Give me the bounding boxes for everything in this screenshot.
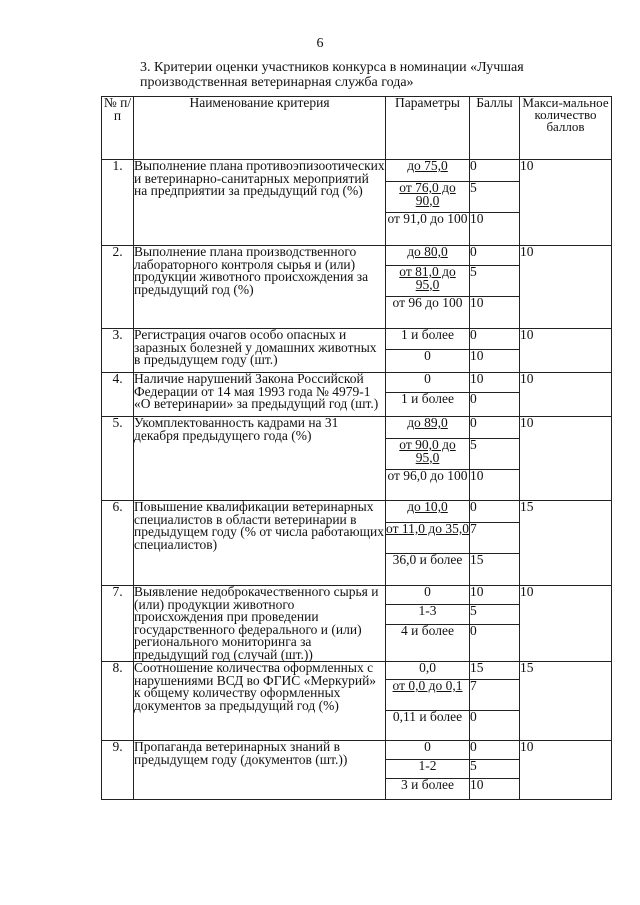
parameter-value: до 80,0 <box>386 246 470 266</box>
parameter-value: 3 и более <box>386 779 470 800</box>
parameter-value: от 76,0 до 90,0 <box>386 182 470 213</box>
parameter-value: 4 и более <box>386 625 470 662</box>
parameter-value: 36,0 и более <box>386 554 470 586</box>
parameter-value: от 0,0 до 0,1 <box>386 680 470 711</box>
criterion-name: Выполнение плана производственного лабораторного контроля сырья и (или) продукции животного происхождения за предыдущий год (%) <box>134 246 386 329</box>
max-score: 15 <box>520 501 612 586</box>
header-name: Наименование критерия <box>134 97 386 160</box>
max-score: 10 <box>520 417 612 501</box>
parameter-value: 0 <box>386 741 470 760</box>
max-score: 10 <box>520 741 612 800</box>
score-value: 5 <box>470 182 520 213</box>
score-value: 0 <box>470 160 520 182</box>
score-value: 7 <box>470 523 520 554</box>
table-row <box>102 373 612 393</box>
parameter-value: до 75,0 <box>386 160 470 182</box>
criterion-name: Регистрация очагов особо опасных и заразных болезней у домашних животных в предыдущем году (шт.) <box>134 329 386 373</box>
criterion-name: Укомплектованность кадрами на 31 декабря предыдущего года (%) <box>134 417 386 501</box>
row-number: 2. <box>102 246 134 329</box>
row-number: 4. <box>102 373 134 417</box>
header-max: Макси-мальное количество баллов <box>520 97 612 160</box>
header-params: Параметры <box>386 97 470 160</box>
criterion-name: Пропаганда ветеринарных знаний в предыдущем году (документов (шт.)) <box>134 741 386 800</box>
table-row <box>102 329 612 350</box>
score-value: 0 <box>470 625 520 662</box>
score-value: 10 <box>470 350 520 373</box>
score-value: 15 <box>470 554 520 586</box>
parameter-value: 0 <box>386 586 470 605</box>
score-value: 10 <box>470 373 520 393</box>
row-number: 9. <box>102 741 134 800</box>
max-score: 10 <box>520 246 612 329</box>
score-value: 0 <box>470 329 520 350</box>
parameter-value: 1 и более <box>386 393 470 417</box>
score-value: 7 <box>470 680 520 711</box>
page-number: 6 <box>316 36 324 51</box>
parameter-value: от 81,0 до 95,0 <box>386 266 470 297</box>
row-number: 1. <box>102 160 134 246</box>
score-value: 5 <box>470 266 520 297</box>
score-value: 10 <box>470 470 520 501</box>
parameter-value: 1 и более <box>386 329 470 350</box>
score-value: 0 <box>470 711 520 741</box>
max-score: 10 <box>520 160 612 246</box>
row-number: 6. <box>102 501 134 586</box>
parameter-value: от 96,0 до 100 <box>386 470 470 501</box>
parameter-value: 1-2 <box>386 760 470 779</box>
parameter-value: до 10,0 <box>386 501 470 523</box>
parameter-value: до 89,0 <box>386 417 470 439</box>
table-row <box>102 417 612 439</box>
max-score: 10 <box>520 329 612 373</box>
score-value: 5 <box>470 439 520 470</box>
parameter-value: от 91,0 до 100 <box>386 213 470 246</box>
score-value: 0 <box>470 417 520 439</box>
score-value: 10 <box>470 297 520 329</box>
parameter-value: 0 <box>386 373 470 393</box>
header-score: Баллы <box>470 97 520 160</box>
parameter-value: 1-3 <box>386 605 470 625</box>
score-value: 5 <box>470 605 520 625</box>
row-number: 8. <box>102 662 134 741</box>
row-number: 7. <box>102 586 134 662</box>
score-value: 0 <box>470 246 520 266</box>
max-score: 10 <box>520 586 612 662</box>
score-value: 5 <box>470 760 520 779</box>
max-score: 10 <box>520 373 612 417</box>
table-row <box>102 501 612 523</box>
score-value: 0 <box>470 393 520 417</box>
parameter-value: от 90,0 до 95,0 <box>386 439 470 470</box>
table-row <box>102 741 612 760</box>
parameter-value: 0,0 <box>386 662 470 680</box>
score-value: 15 <box>470 662 520 680</box>
parameter-value: 0 <box>386 350 470 373</box>
score-value: 10 <box>470 213 520 246</box>
row-number: 5. <box>102 417 134 501</box>
max-score: 15 <box>520 662 612 741</box>
parameter-value: 0,11 и более <box>386 711 470 741</box>
criterion-name: Наличие нарушений Закона Российской Федерации от 14 мая 1993 года № 4979-1 «О ветеринарии» за предыдущий год (шт.) <box>134 373 386 417</box>
table-row <box>102 662 612 680</box>
criterion-name: Соотношение количества оформленных с нарушениями ВСД во ФГИС «Меркурий» к общему количеству оформленных документов за предыдущий год (%) <box>134 662 386 741</box>
criterion-name: Выявление недоброкачественного сырья и (или) продукции животного происхождения при проведении государственного федерального и (или) регионального мониторинга за предыдущий год (случай (шт.)) <box>134 586 386 662</box>
criterion-name: Повышение квалификации ветеринарных специалистов в области ветеринарии в предыдущем году (% от числа работающих специалистов) <box>134 501 386 586</box>
score-value: 0 <box>470 501 520 523</box>
table-header-row <box>102 97 612 160</box>
criterion-name: Выполнение плана противоэпизоотических и ветеринарно-санитарных мероприятий на предприятии за предыдущий год (%) <box>134 160 386 246</box>
score-value: 10 <box>470 779 520 800</box>
table-row <box>102 160 612 182</box>
table-row <box>102 246 612 266</box>
criteria-table <box>101 96 612 800</box>
score-value: 0 <box>470 741 520 760</box>
row-number: 3. <box>102 329 134 373</box>
score-value: 10 <box>470 586 520 605</box>
parameter-value: от 96 до 100 <box>386 297 470 329</box>
table-row <box>102 586 612 605</box>
parameter-value: от 11,0 до 35,0 <box>386 523 470 554</box>
document-title: 3. Критерии оценки участников конкурса в номинации «Лучшая производственная ветеринарная служба года» <box>140 60 524 90</box>
header-num: № п/п <box>102 97 134 160</box>
